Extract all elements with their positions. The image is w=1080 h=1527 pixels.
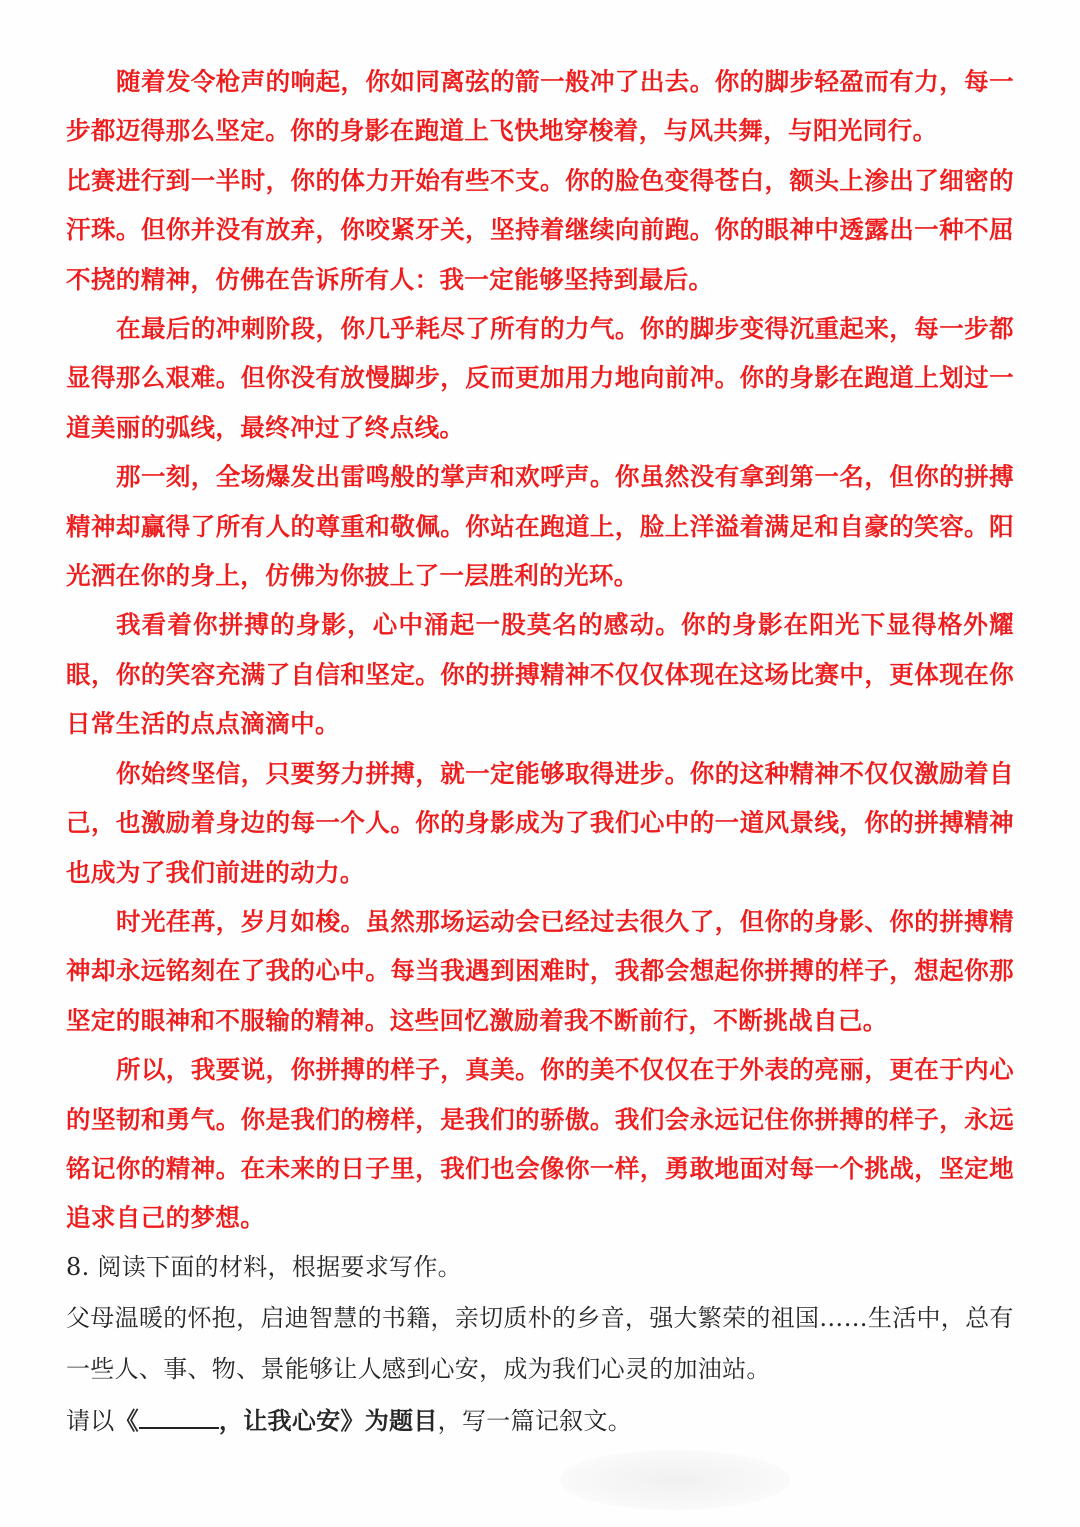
prompt-suffix: ，写一篇记叙文。 [437, 1407, 633, 1435]
essay-paragraph: 比赛进行到一半时，你的体力开始有些不支。你的脸色变得苍白，额头上渗出了细密的汗珠。但你并没有放弃，你咬紧牙关，坚持着继续向前跑。你的眼神中透露出一种不屈不挠的精神，仿佛在告诉所有人：我一定能够坚持到最后。 [66, 165, 1014, 294]
question-heading: 8. 阅读下面的材料，根据要求写作。 [66, 1253, 462, 1281]
writing-question [66, 1242, 1014, 1447]
prompt-title-open: 《 [114, 1406, 139, 1435]
prompt-title-rest: ，让我心安》 [218, 1406, 365, 1435]
essay-paragraph: 我看着你拼搏的身影，心中涌起一股莫名的感动。你的身影在阳光下显得格外耀眼，你的笑容充满了自信和坚定。你的拼搏精神不仅仅体现在这场比赛中，更体现在你日常生活的点点滴滴中。 [66, 610, 1014, 739]
essay-paragraph: 时光荏苒，岁月如梭。虽然那场运动会已经过去很久了，但你的身影、你的拼搏精神却永远铭刻在了我的心中。每当我遇到困难时，我都会想起你拼搏的样子，想起你那坚定的眼神和不服输的精神。这些回忆激励着我不断前行，不断挑战自己。 [66, 906, 1014, 1035]
essay-paragraph: 你始终坚信，只要努力拼搏，就一定能够取得进步。你的这种精神不仅仅激励着自己，也激励着身边的每一个人。你的身影成为了我们心中的一道风景线，你的拼搏精神也成为了我们前进的动力。 [66, 758, 1014, 887]
essay-body [66, 57, 1014, 1243]
question-prompt [66, 1395, 1014, 1447]
essay-paragraph: 所以，我要说，你拼搏的样子，真美。你的美不仅仅在于外表的亮丽，更在于内心的坚韧和勇气。你是我们的榜样，是我们的骄傲。我们会永远记住你拼搏的样子，永远铭记你的精神。在未来的日子里，我们也会像你一样，勇敢地面对每一个挑战，坚定地追求自己的梦想。 [66, 1055, 1014, 1233]
essay-paragraph: 那一刻，全场爆发出雷鸣般的掌声和欢呼声。你虽然没有拿到第一名，但你的拼搏精神却赢得了所有人的尊重和敬佩。你站在跑道上，脸上洋溢着满足和自豪的笑容。阳光洒在你的身上，仿佛为你披上了一层胜利的光环。 [66, 462, 1014, 591]
prompt-middle: 为题目 [364, 1406, 438, 1435]
prompt-prefix: 请以 [66, 1407, 115, 1435]
title-blank [139, 1405, 219, 1429]
essay-paragraph: 在最后的冲刺阶段，你几乎耗尽了所有的力气。你的脚步变得沉重起来，每一步都显得那么艰难。但你没有放慢脚步，反而更加用力地向前冲。你的身影在跑道上划过一道美丽的弧线，最终冲过了终点线。 [66, 314, 1014, 442]
essay-paragraph: 随着发令枪声的响起，你如同离弦的箭一般冲了出去。你的脚步轻盈而有力，每一步都迈得那么坚定。你的身影在跑道上飞快地穿梭着，与风共舞，与阳光同行。 [66, 67, 1014, 146]
scan-smudge [560, 1450, 790, 1510]
question-material: 父母温暖的怀抱，启迪智慧的书籍，亲切质朴的乡音，强大繁荣的祖国……生活中，总有一些人、事、物、景能够让人感到心安，成为我们心灵的加油站。 [66, 1304, 1014, 1383]
